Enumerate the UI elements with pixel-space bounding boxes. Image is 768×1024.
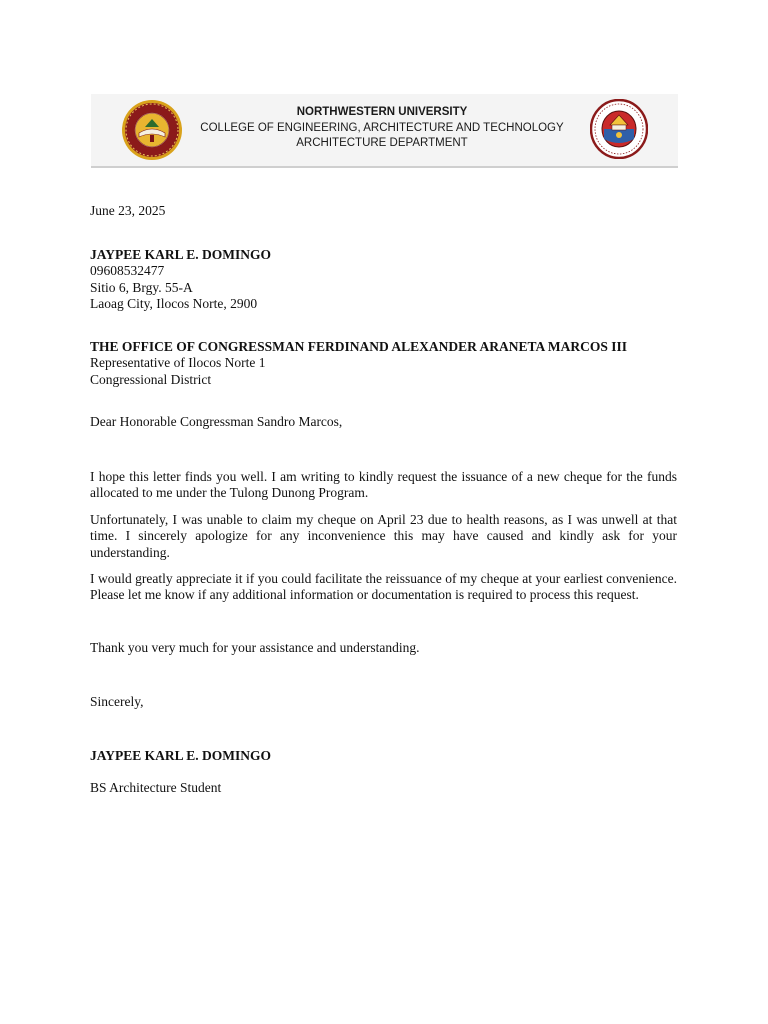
- letterhead: [91, 94, 678, 168]
- recipient-title-line2: Congressional District: [90, 371, 212, 387]
- signature-role: BS Architecture Student: [90, 780, 222, 795]
- sender-phone: 09608532477: [90, 263, 165, 279]
- university-seal-icon: [121, 99, 183, 161]
- salutation: Dear Honorable Congressman Sandro Marcos,: [90, 414, 343, 429]
- closing: Sincerely,: [90, 694, 144, 709]
- recipient-block: [90, 339, 627, 388]
- department-name: ARCHITECTURE DEPARTMENT: [296, 137, 468, 149]
- body-paragraph-1: I hope this letter finds you well. I am writing to kindly request the issuance of a new cheque for the funds allocated to me under the Tulong Dunong Program.: [90, 469, 677, 501]
- university-name: NORTHWESTERN UNIVERSITY: [296, 106, 468, 118]
- letterhead-text: [187, 105, 577, 152]
- letter-date: June 23, 2025: [90, 203, 166, 218]
- recipient-office: THE OFFICE OF CONGRESSMAN FERDINAND ALEXANDER ARANETA MARCOS III: [90, 339, 628, 354]
- body-paragraph-3: I would greatly appreciate it if you could facilitate the reissuance of my cheque at your earliest convenience. Please let me know if any additional information or documentation is required to process this request.: [90, 571, 677, 603]
- sender-name: JAYPEE KARL E. DOMINGO: [90, 247, 272, 262]
- college-name: COLLEGE OF ENGINEERING, ARCHITECTURE AND TECHNOLOGY: [200, 121, 564, 134]
- sender-block: [90, 247, 271, 312]
- signature-name: JAYPEE KARL E. DOMINGO: [90, 748, 272, 763]
- recipient-title-line1: Representative of Ilocos Norte 1: [90, 355, 266, 371]
- thanks-line: Thank you very much for your assistance and understanding.: [90, 640, 420, 655]
- body-paragraph-2: Unfortunately, I was unable to claim my cheque on April 23 due to health reasons, as I was unwell at that time. I sincerely apologize for any inconvenience this may have caused and kindly ask for your understanding.: [90, 512, 677, 560]
- sender-address-line1: Sitio 6, Brgy. 55-A: [90, 279, 193, 295]
- college-seal-icon: [590, 99, 648, 159]
- sender-address-line2: Laoag City, Ilocos Norte, 2900: [90, 295, 258, 311]
